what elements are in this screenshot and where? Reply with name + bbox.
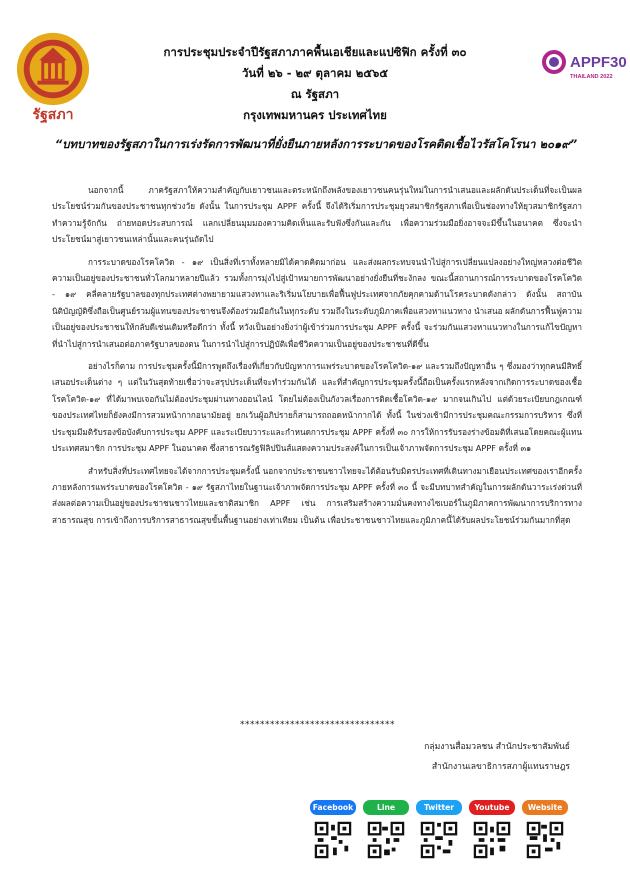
- line-qr-icon: [367, 821, 405, 859]
- header-line-4: กรุงเทพมหานคร ประเทศไทย: [243, 108, 387, 122]
- line-label[interactable]: Line: [363, 800, 409, 815]
- header-line-2: วันที่ ๒๖ - ๒๙ ตุลาคม ๒๕๖๕: [241, 66, 389, 80]
- signature-line-2: สำนักงานเลขาธิการสภาผู้แทนราษฎร: [431, 762, 570, 772]
- twitter-qr-icon: [420, 821, 458, 859]
- header-line-3: ณ รัฐสภา: [290, 87, 340, 101]
- youtube-qr-icon: [473, 821, 511, 859]
- youtube-label[interactable]: Youtube: [469, 800, 515, 815]
- parliament-logo: [14, 30, 92, 128]
- paragraph: อย่างไรก็ตาม การประชุมครั้งนี้มีการพูดถึงเรื่องที่เกี่ยวกับปัญหาการแพร่ระบาดของโรคโควิด-๑๙ และรวมถึงปัญหาอื่น ๆ ซึ่งมองว่าทุกคนมีสิทธิ์เสนอประเด็นต่าง ๆ แต่ในวันสุดท้ายเชื่อว่าจะสรุปประเด็นที่จะทำร่วมกันได้ และที่สำคัญการประชุมครั้งนี้ถือเป็นครั้งแรกหลังจากเกิดการระบาดของเชื้อโรคโควิด-๑๙ ที่ได้มาพบเจอกันไม่ต้องประชุมผ่านทางออนไลน์ โดยไม่ต้องเป็นกังวลเรื่องการติดเชื้อโควิด-๑๙ มากจนเกินไป แต่ด้วยระเบียบกฎเกณฑ์ของประเทศไทยก็ยังคงมีการสวมหน้ากากอนามัยอยู่ ยกเว้นผู้อภิปรายก็สามารถถอดหน้ากากได้ ทั้งนี้ ในช่วงเช้ามีการประชุมคณะกรรมการบริหาร ซึ่งที่ประชุมมีมติรับรองข้อบังคับการประชุม APPF และระเบียบวาระและกำหนดการประชุม APPF ครั้งที่ ๓๐ การให้การรับรองร่างข้อมติที่เสนอโดยคณะผู้แทนประเทศสมาชิก การประชุม APPF ในอนาคต ซึ่งสาธารณรัฐฟิลิปปินส์แสดงความประสงค์ในการเป็นเจ้าภาพจัดการประชุม APPF ครั้งที่ ๓๑: [52, 361, 582, 454]
- social-youtube[interactable]: [469, 800, 515, 859]
- website-label[interactable]: Website: [522, 800, 568, 815]
- facebook-qr-icon: [314, 821, 352, 859]
- website-qr-icon: [526, 821, 564, 859]
- appf-logo-sub: THAILAND 2022: [570, 74, 613, 80]
- body-text: [52, 182, 582, 534]
- appf-logo-name: APPF30: [570, 54, 627, 71]
- appf-emblem-icon: [540, 42, 627, 92]
- signature: [424, 737, 570, 777]
- social-links: [310, 800, 570, 880]
- separator-stars: *******************************: [240, 720, 395, 730]
- header-line-1: การประชุมประจำปีรัฐสภาภาคพื้นเอเชียและแปซิฟิก ครั้งที่ ๓๐: [163, 45, 467, 59]
- parliament-caption: รัฐสภา: [32, 107, 74, 123]
- social-twitter[interactable]: [416, 800, 462, 859]
- signature-line-1: กลุ่มงานสื่อมวลชน สำนักประชาสัมพันธ์: [424, 742, 570, 752]
- paragraph: นอกจากนี้ ภาครัฐสภาให้ความสำคัญกับเยาวชนและตระหนักถึงพลังของเยาวชนคนรุ่นใหม่ในการนำเสนอและผลักดันประเด็นที่จะเป็นผลประโยชน์ร่วมกันของประชาชนทุกช่วงวัย ดังนั้น ในการประชุม APPF ครั้งนี้ จึงได้ริเริ่มการประชุมยุวสมาชิกรัฐสภาเพื่อเป็นช่องทางให้ยุวสมาชิกรัฐสภาทำความรู้จักกัน ถ่ายทอดประสบการณ์ แลกเปลี่ยนมุมมองความคิดเห็นและรับฟังซึ่งกันและกัน เพื่อความร่วมมือยิ่งอาจจะมีขึ้นในอนาคต ซึ่งจะนำประโยชน์มาสู่เยาวชนเหล่านั้นและคนรุ่นถัดไป: [52, 185, 582, 245]
- social-website[interactable]: [522, 800, 568, 859]
- social-facebook[interactable]: [310, 800, 356, 859]
- social-line[interactable]: [363, 800, 409, 859]
- header: [100, 42, 530, 126]
- paragraph: การระบาดของโรคโควิด - ๑๙ เป็นสิ่งที่เราทั้งหลายมิได้คาดคิดมาก่อน และส่งผลกระทบจนนำไปสู่การเปลี่ยนแปลงอย่างใหญ่หลวงต่อชีวิตความเป็นอยู่ของประชาชนทั่วโลกมาหลายปีแล้ว รวมทั้งการมุ่งไปสู่เป้าหมายการพัฒนาอย่างยั่งยืนที่ชะงักลง ขณะนี้สถานการณ์การระบาดของโรคโควิด - ๑๙ คลี่คลายรัฐบาลของทุกประเทศต่างพยายามแสวงหาและริเริ่มนโยบายเพื่อฟื้นฟูประเทศจากภัยคุกคามด้านโรคระบาดดังกล่าว ดังนั้น สถาบันนิติบัญญัติซึ่งถือเป็นศูนย์รวมผู้แทนของประชาชนจึงต้องร่วมมือกันในทุกระดับ รวมถึงในระดับภูมิภาคเพื่อแสวงหาแนวทาง นำเสนอ ผลักดันการฟื้นฟูความเป็นอยู่ของประชาชนให้กลับดีเช่นเดิมหรือดีกว่า ทั้งนี้ หวังเป็นอย่างยิ่งว่าผู้เข้าร่วมการประชุม APPF ครั้งนี้ จะร่วมกันแสวงหาแนวทางในการแก้ไขปัญหาที่นำไปสู่การนำเสนอต่อภาครัฐบาลของตน ในการนำไปสู่การปฏิบัติเพื่อชีวิตความเป็นอยู่ของประชาชนที่ดีขึ้น: [52, 256, 582, 349]
- paragraph: สำหรับสิ่งที่ประเทศไทยจะได้จากการประชุมครั้งนี้ นอกจากประชาชนชาวไทยจะได้ต้อนรับมิตรประเทศที่เดินทางมาเยือนประเทศของเราอีกครั้งภายหลังการแพร่ระบาดของโรคโควิด - ๑๙ รัฐสภาไทยในฐานะเจ้าภาพจัดการประชุม APPF ครั้งที่ ๓๐ นี้ จะมีบทบาทสำคัญในการผลักดันวาระเร่งด่วนที่ส่งผลต่อความเป็นอยู่ของประชาชนชาวไทยและชาติสมาชิก APPF เช่น การเสริมสร้างความมั่นคงทางไซเบอร์ในภูมิภาคการพัฒนาการบริการทางสาธารณสุข การเข้าถึงการบริการสาธารณสุขขั้นพื้นฐานอย่างเท่าเทียม เป็นต้น เพื่อประชาชนชาวไทยและภูมิภาคนี้ได้รับผลประโยชน์ร่วมกันมากที่สุด: [52, 465, 583, 525]
- facebook-label[interactable]: Facebook: [310, 800, 356, 815]
- twitter-label[interactable]: Twitter: [416, 800, 462, 815]
- subtitle: “บทบาทของรัฐสภาในการเร่งรัดการพัฒนาที่ยั่งยืนภายหลังการระบาดของโรคติดเชื้อไวรัสโคโรนา ๒๐๑๙”: [54, 137, 578, 151]
- parliament-seal-icon: [14, 30, 92, 108]
- appf-logo: [540, 42, 627, 92]
